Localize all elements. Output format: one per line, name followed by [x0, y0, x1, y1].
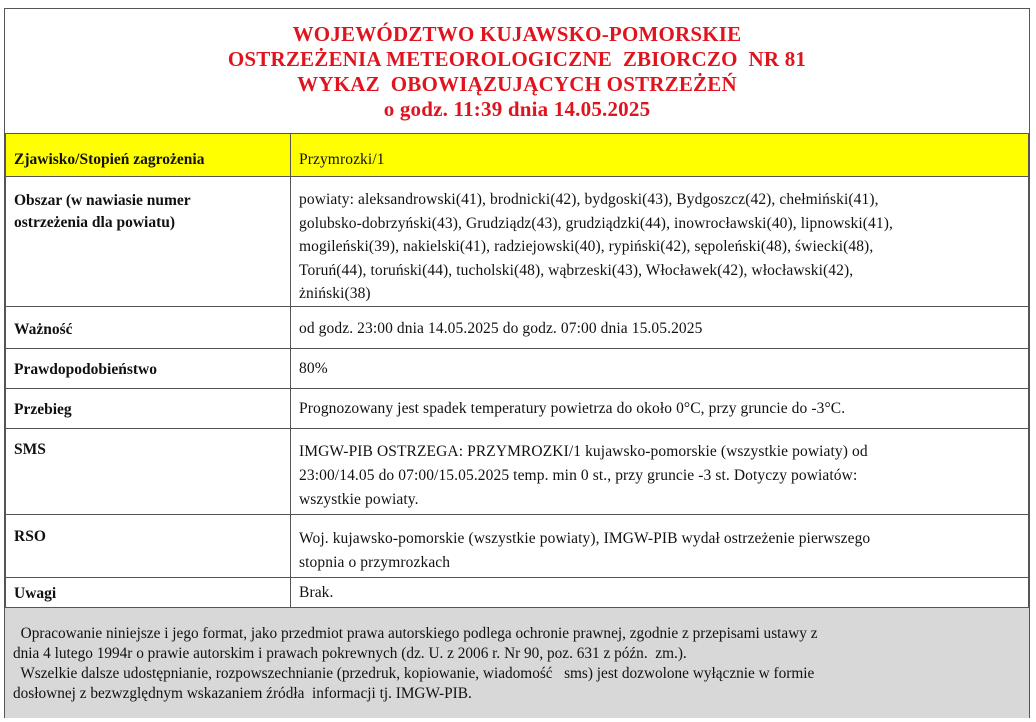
value-obszar: [291, 177, 1029, 307]
label-prawdopodobienstwo: Prawdopodobieństwo: [6, 348, 291, 388]
document-header: [5, 9, 1029, 133]
row-obszar: [6, 177, 1029, 307]
label-obszar: [6, 177, 291, 307]
row-zjawisko: [6, 134, 1029, 177]
value-przebieg: Prognozowany jest spadek temperatury powietrza do około 0°C, przy gruncie do -3°C.: [291, 388, 1029, 428]
obszar-line3: mogileński(39), nakielski(41), radziejowski(40), rypiński(42), sępoleński(48), świecki(48),: [299, 238, 874, 255]
obszar-line4: Toruń(44), toruński(44), tucholski(48), wąbrzeski(43), Włocławek(42), włocławski(42),: [299, 261, 854, 279]
label-uwagi: Uwagi: [6, 577, 291, 609]
label-przebieg: Przebieg: [6, 388, 291, 428]
footer-line4: dosłownej z bezwzględnym wskazaniem źródła informacji tj. IMGW-PIB.: [13, 685, 472, 702]
label-obszar-line1: Obszar (w nawiasie numer: [14, 192, 191, 209]
obszar-line1: powiaty: aleksandrowski(41), brodnicki(42), bydgoski(43), Bydgoszcz(42), chełmiński(41),: [299, 191, 879, 208]
value-rso: [291, 514, 1029, 577]
label-sms: SMS: [6, 428, 291, 514]
row-sms: [6, 428, 1029, 514]
label-zjawisko: Zjawisko/Stopień zagrożenia: [6, 134, 291, 177]
obszar-line2: golubsko-dobrzyński(43), Grudziądz(43), grudziądzki(44), inowrocławski(40), lipnowski(41),: [299, 214, 893, 232]
label-waznosc: Ważność: [6, 306, 291, 348]
header-warnings-title: OSTRZEŻENIA METEOROLOGICZNE ZBIORCZO NR 81: [227, 47, 807, 71]
label-obszar-line2: ostrzeżenia dla powiatu): [14, 214, 176, 231]
sms-line2: 23:00/14.05 do 07:00/15.05.2025 temp. min 0 st., przy gruncie -3 st. Dotyczy powiatów:: [299, 466, 858, 484]
warning-document: [4, 8, 1030, 718]
value-prawdopodobienstwo: 80%: [291, 348, 1029, 388]
row-przebieg: [6, 388, 1029, 428]
header-region-title: WOJEWÓDZTWO KUJAWSKO-POMORSKIE: [292, 22, 742, 46]
copyright-footer: [5, 607, 1029, 718]
obszar-line5: żniński(38): [299, 285, 371, 302]
footer-line1: Opracowanie niniejsze i jego format, jako przedmiot prawa autorskiego podlega ochronie prawnej, zgodnie z przepisami ustawy z: [13, 625, 818, 642]
row-uwagi: [6, 577, 1029, 609]
label-rso: RSO: [6, 514, 291, 577]
footer-line3: Wszelkie dalsze udostępnianie, rozpowszechnianie (przedruk, kopiowanie, wiadomość sms) jest dozwolone wyłącznie w formie: [13, 665, 815, 682]
footer-line2: dnia 4 lutego 1994r o prawie autorskim i prawach pokrewnych (dz. U. z 2006 r. Nr 90, poz. 631 z późn. zm.).: [13, 645, 687, 662]
row-rso: [6, 514, 1029, 577]
value-uwagi: Brak.: [291, 577, 1029, 609]
value-zjawisko: Przymrozki/1: [291, 134, 1029, 177]
row-prawdopodobienstwo: [6, 348, 1029, 388]
sms-line1: IMGW-PIB OSTRZEGA: PRZYMROZKI/1 kujawsko-pomorskie (wszystkie powiaty) od: [299, 442, 868, 460]
warning-table: [5, 133, 1029, 610]
row-waznosc: [6, 306, 1029, 348]
header-issue-time: o godz. 11:39 dnia 14.05.2025: [383, 97, 651, 121]
rso-line1: Woj. kujawsko-pomorskie (wszystkie powiaty), IMGW-PIB wydał ostrzeżenie pierwszego: [299, 529, 871, 547]
value-sms: [291, 428, 1029, 514]
value-waznosc: od godz. 23:00 dnia 14.05.2025 do godz. 07:00 dnia 15.05.2025: [291, 306, 1029, 348]
header-list-title: WYKAZ OBOWIĄZUJĄCYCH OSTRZEŻEŃ: [297, 72, 737, 96]
rso-line2: stopnia o przymrozkach: [299, 553, 451, 571]
sms-line3: wszystkie powiaty.: [299, 490, 419, 508]
